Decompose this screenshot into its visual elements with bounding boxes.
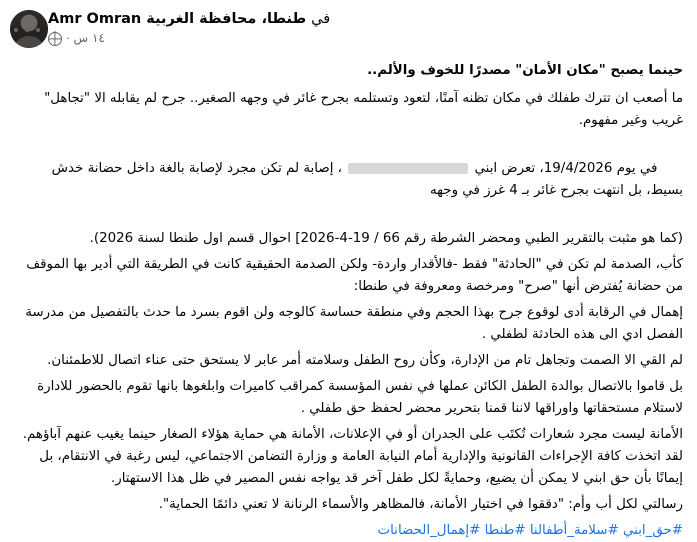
post-paragraph-redacted bbox=[14, 136, 683, 224]
post-author-name[interactable]: Amr Omran bbox=[48, 11, 142, 27]
post-paragraph: حينما يصبح "مكان الأمان" مصدرًا للخوف والألم.. bbox=[367, 63, 683, 78]
post-connector: في bbox=[311, 11, 331, 27]
post-paragraph-text-after: ، إصابة لم تكن مجرد لإصابة بالغة داخل حضانة خدش بسيط، بل انتهت بجرح غائر بـ 4 غرز في وجهه bbox=[47, 161, 683, 198]
kebab-menu-icon[interactable] bbox=[14, 22, 40, 38]
post-timestamp[interactable]: ١٤ س bbox=[73, 31, 105, 46]
globe-icon[interactable] bbox=[48, 32, 62, 46]
post-paragraph-text-before: في يوم 19/4/2026، تعرض ابني bbox=[470, 161, 658, 176]
post-author-line bbox=[48, 10, 330, 28]
kebab-dot-3 bbox=[14, 28, 18, 32]
post-paragraph: رسالتي لكل أب وأم: "دققوا في اختيار الأمانة، فالمظاهر والأسماء الرنانة لا تعني دائمًا الحماية". bbox=[158, 497, 683, 512]
post-paragraph: (كما هو مثبت بالتقرير الطبي ومحضر الشرطة رقم 66 / 19-4-2026] احوال قسم اول طنطا لسنة 2026). bbox=[89, 231, 683, 246]
post-meta bbox=[48, 31, 105, 46]
post-paragraph: إهمال في الرقابة أدى لوقوع جرح بهذا الحجم وفي منطقة حساسة كالوجه ولن اقوم بسرد ما حدث بالتفصيل من مدرسة الفصل ادي الى هذه الحادثة لطفلي . bbox=[20, 305, 683, 342]
kebab-dot-2 bbox=[25, 28, 29, 32]
post-hashtags[interactable]: #حق_ابني #سلامة_أطفالنا #طنطا #إهمال_الحضانات bbox=[377, 523, 683, 538]
post-body bbox=[0, 58, 697, 542]
post-paragraph: لم القي الا الصمت وتجاهل تام من الإدارة، وكأن روح الطفل وسلامته أمر عابر لا يستحق حتى عناء اتصال للاطمئنان. bbox=[47, 353, 683, 368]
post-location[interactable]: طنطا، محافظة الغربية bbox=[146, 11, 307, 27]
post-header bbox=[0, 0, 697, 58]
post-paragraph: بل قاموا بالاتصال بوالدة الطفل الكائن عملها في نفس المؤسسة كمراقب كاميرات وابلغوها بانها تقوم بالحضور للادارة لاستلام مستحقاتها واوراقها لاننا قمنا بتحرير محضر لحفظ حق طفلي . bbox=[32, 379, 683, 416]
meta-separator: · bbox=[66, 31, 70, 45]
redacted-name-bar bbox=[348, 163, 468, 174]
post-paragraph: ما أصعب ان تترك طفلك في مكان تظنه آمنًا، لتعود وتستلمه بجرح غائر في وجهه الصغير.. جرح لم يقابله الا "تجاهل" غريب وغير مفهوم. bbox=[39, 91, 683, 128]
post-paragraph: كأب، الصدمة لم تكن في "الحادثة" فقط -فالأقدار واردة- ولكن الصدمة الحقيقية كانت في الطريقة التي أدير بها الموقف من حضانة يُفترض أنها "صرح" ومرخصة ومعروفة في طنطا: bbox=[22, 257, 683, 294]
post-header-text bbox=[48, 10, 330, 46]
post-paragraph: الأمانة ليست مجرد شعارات تُكتَب على الجدران أو في الإعلانات، الأمانة هي حماية هؤلاء الصغار حينما يغيب عنهم آباؤهم. لقد اتخذت كافة الإجراءات القانونية والإدارية أمام النيابة العامة و وزارة التضامن الاجتماعي، ليس رغبة في الانتقام، بل إيمانًا بأن حق ابني لا يمكن أن يضيع، وحمايةً لكل طفل آخر قد يواجه نفس المصير في ظل هذا الاستهتار. bbox=[18, 427, 683, 486]
kebab-dot-1 bbox=[36, 28, 40, 32]
